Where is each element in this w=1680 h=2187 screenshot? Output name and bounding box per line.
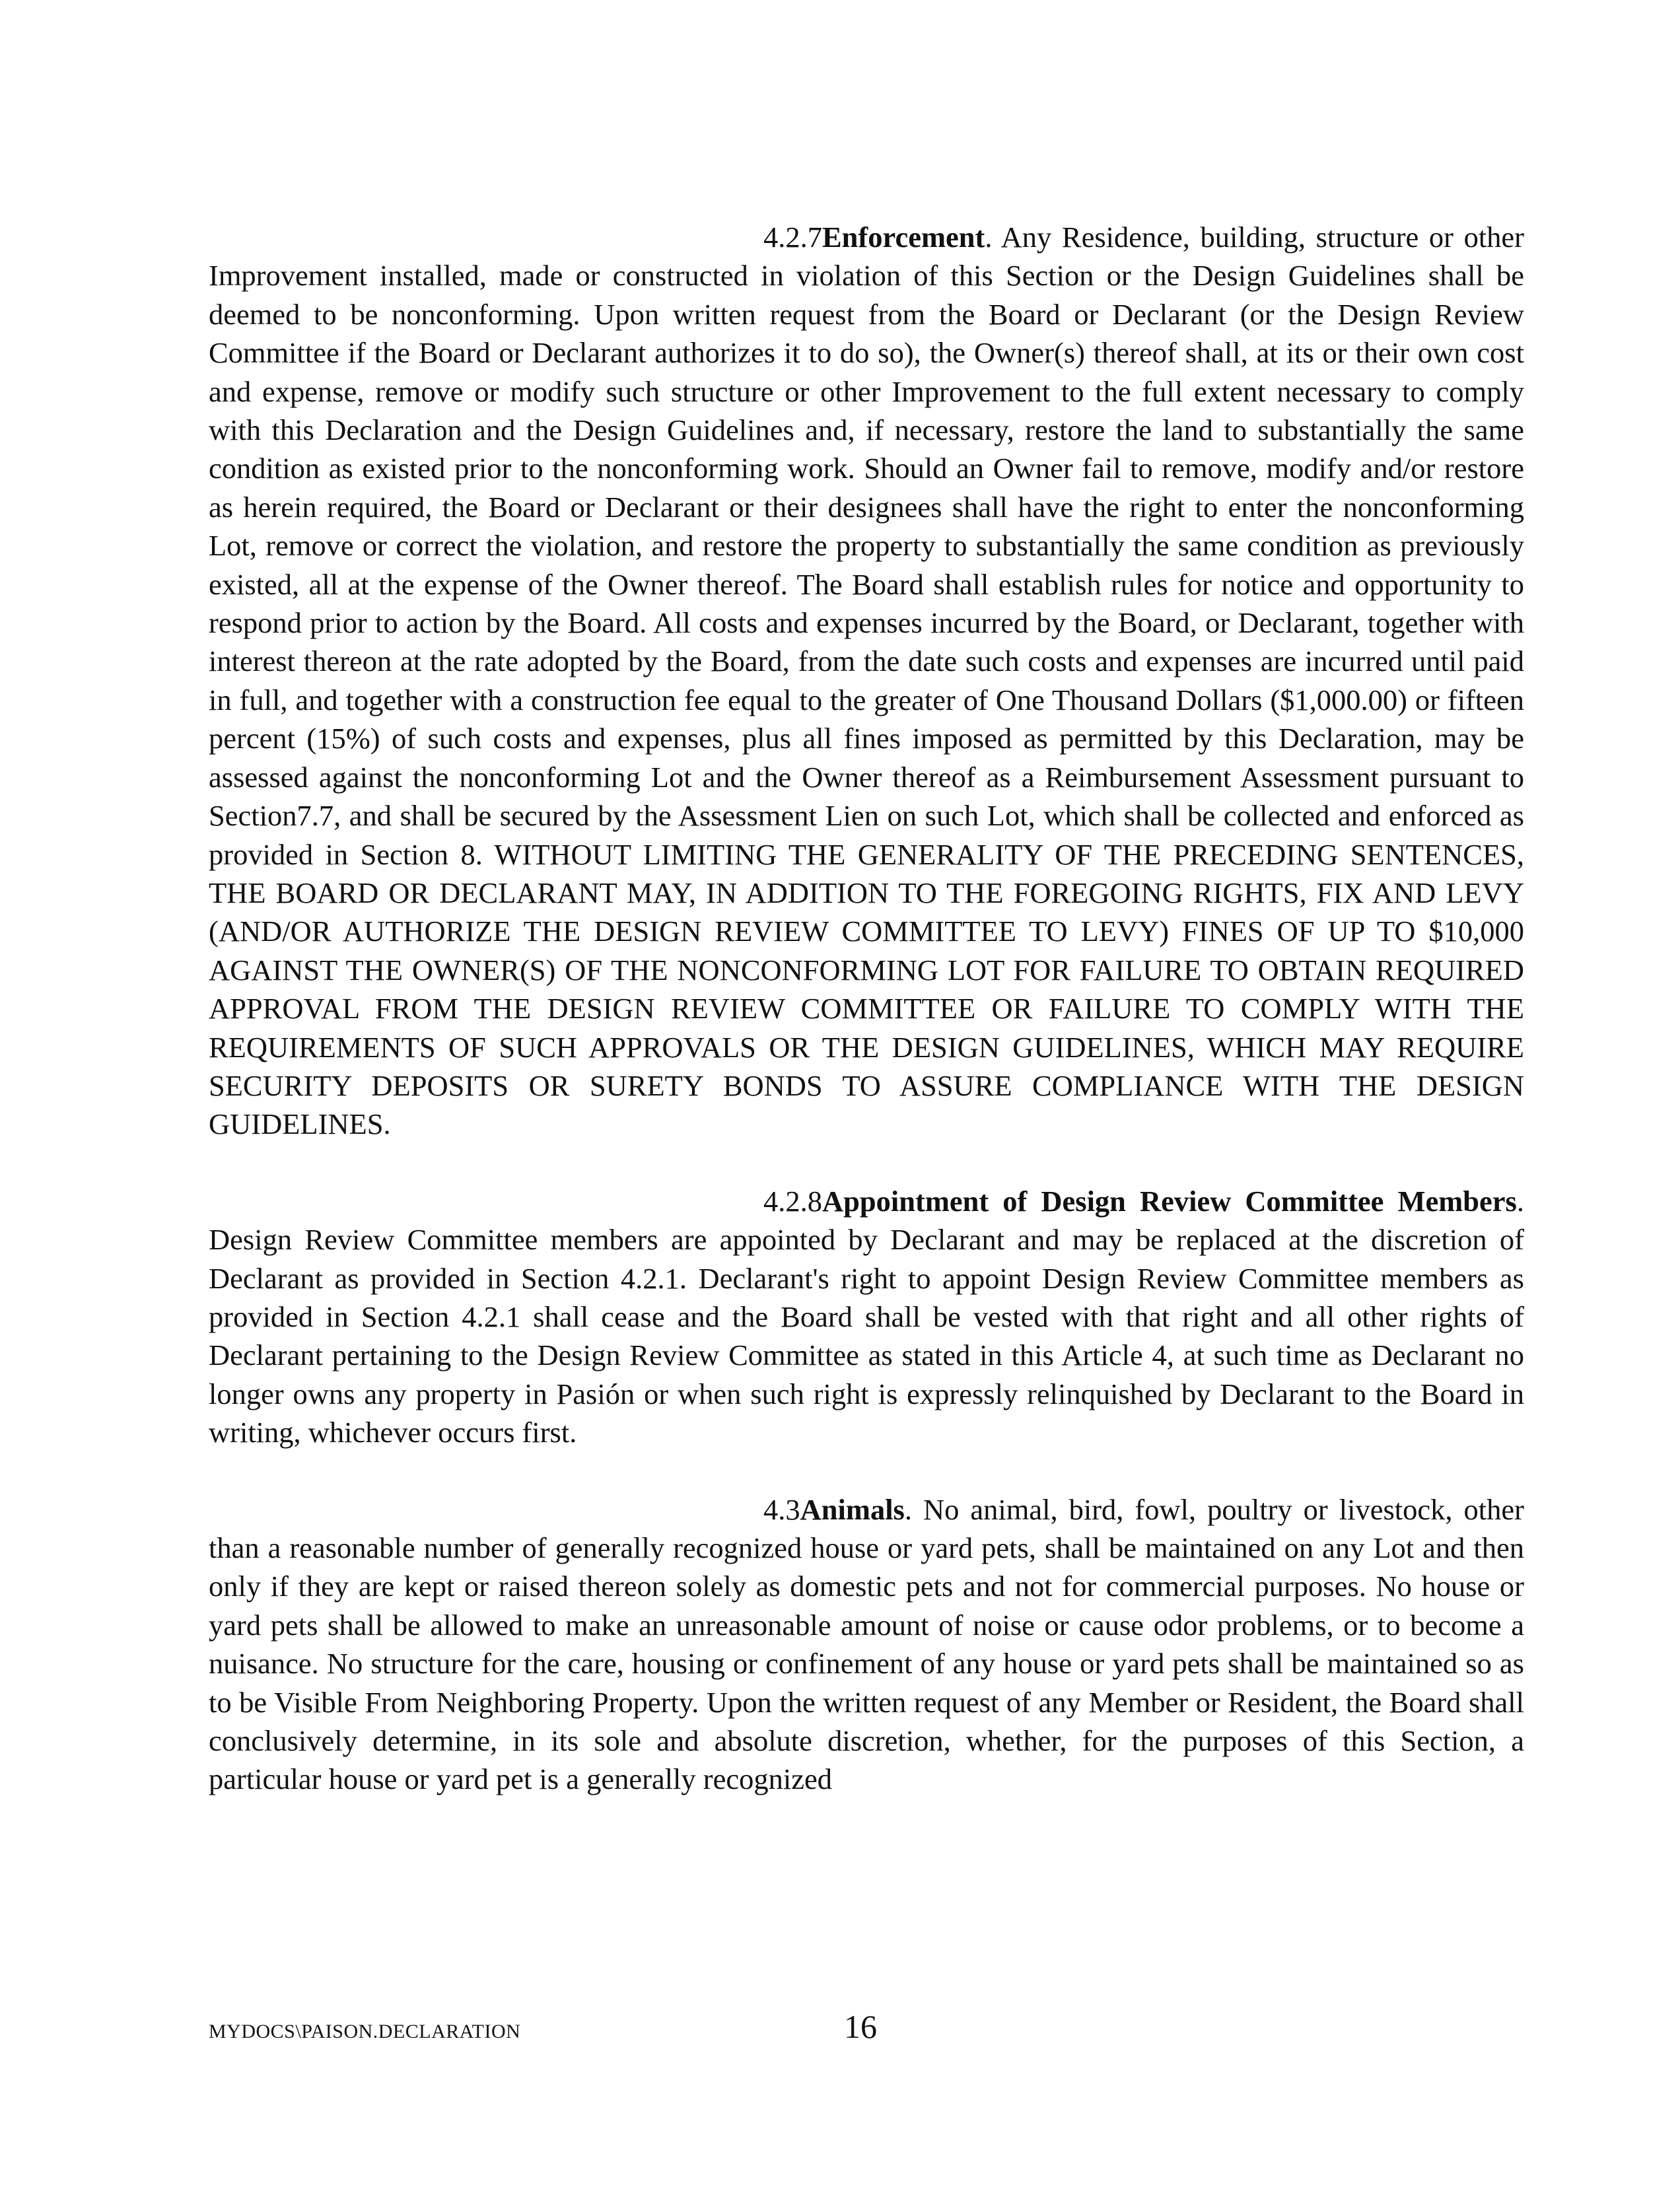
section-body: . Any Residence, building, structure or other Improvement installed, made or constructed in violation of this Section or the Design Guidelines shall be deemed to be nonconforming. Upon written request from the Board or Declarant (or the Design Review Committee if the Board or Declarant authorizes it to do so), the Owner(s) thereof shall, at its or their own cost and expense, remove or modify such structure or other Improvement to the full extent necessary to comply with this Declaration and the Design Guidelines and, if necessary, restore the land to substantially the same condition as existed prior to the nonconforming work. Should an Owner fail to remove, modify and/or restore as herein required, the Board or Declarant or their designees shall have the right to enter the nonconforming Lot, remove or correct the violation, and restore the property to substantially the same condition as previously existed, all at the expense of the Owner thereof. The Board shall establish rules for notice and opportunity to respond prior to action by the Board. All costs and expenses incurred by the Board, or Declarant, together with interest thereon at the rate adopted by the Board, from the date such costs and expenses are incurred until paid in full, and together with a construction fee equal to the greater of One Thousand Dollars ($1,000.00) or fifteen percent (15%) of such costs and expenses, plus all fines imposed as permitted by this Declaration, may be assessed against the nonconforming Lot and the Owner thereof as a Reimbursement Assessment pursuant to Section7.7, and shall be secured by the Assessment Lien on such Lot, which shall be collected and enforced as provided in Section 8. WITHOUT LIMITING THE GENERALITY OF THE PRECEDING SENTENCES, THE BOARD OR DECLARANT MAY, IN ADDITION TO THE FOREGOING RIGHTS, FIX AND LEVY (AND/OR AUTHORIZE THE DESIGN REVIEW COMMITTEE TO LEVY) FINES OF UP TO $10,000 AGAINST THE OWNER(S) OF THE NONCONFORMING LOT FOR FAILURE TO OBTAIN REQUIRED APPROVAL FROM THE DESIGN REVIEW COMMITTEE OR FAILURE TO COMPLY WITH THE REQUIREMENTS OF SUCH APPROVALS OR THE DESIGN GUIDELINES, WHICH MAY REQUIRE SECURITY DEPOSITS OR SURETY BONDS TO ASSURE COMPLIANCE WITH THE DESIGN GUIDELINES. [209, 221, 1524, 1141]
footer-document-reference: MYDOCS\PAISON.DECLARATION [209, 2021, 521, 2042]
section-body: . No animal, bird, fowl, poultry or livestock, other than a reasonable number of generally recognized house or yard pets, shall be maintained on any Lot and then only if they are kept or raised thereon solely as domestic pets and not for commercial purposes. No house or yard pets shall be allowed to make an unreasonable amount of noise or cause odor problems, or to become a nuisance. No structure for the care, housing or confinement of any house or yard pets shall be maintained so as to be Visible From Neighboring Property. Upon the written request of any Member or Resident, the Board shall conclusively determine, in its sole and absolute discretion, whether, for the purposes of this Section, a particular house or yard pet is a generally recognized [209, 1492, 1524, 1796]
section-4-2-8-paragraph [209, 1182, 1524, 1452]
document-page [209, 218, 1524, 1799]
section-number: 4.3 [763, 1492, 800, 1526]
section-heading: Animals [800, 1492, 905, 1526]
section-4-3-paragraph [209, 1490, 1524, 1799]
section-number: 4.2.7 [763, 221, 822, 254]
section-4-2-7-paragraph [209, 218, 1524, 1144]
page-number: 16 [844, 2008, 877, 2045]
section-heading: Appointment of Design Review Committee Members [822, 1184, 1517, 1218]
section-heading: Enforcement [822, 221, 985, 254]
section-body: . Design Review Committee members are appointed by Declarant and may be replaced at the discretion of Declarant as provided in Section 4.2.1. Declarant's right to appoint Design Review Committee members as provided in Section 4.2.1 shall cease and the Board shall be vested with that right and all other rights of Declarant pertaining to the Design Review Committee as stated in this Article 4, at such time as Declarant no longer owns any property in Pasión or when such right is expressly relinquished by Declarant to the Board in writing, whichever occurs first. [209, 1184, 1524, 1449]
section-number: 4.2.8 [763, 1184, 822, 1218]
